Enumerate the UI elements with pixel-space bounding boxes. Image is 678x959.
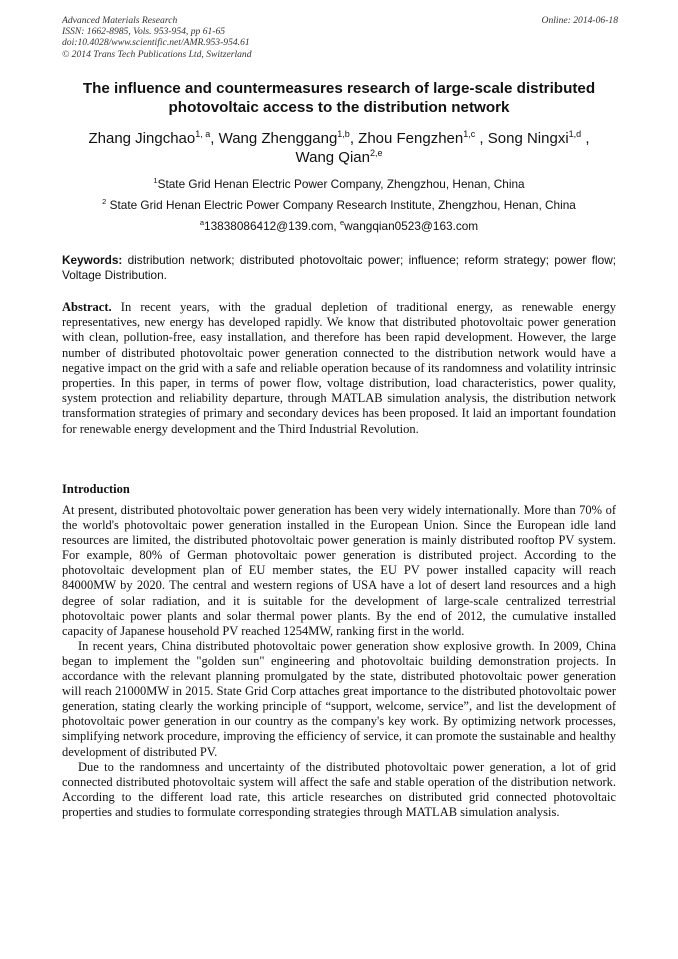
affiliation-mark: 2 bbox=[102, 197, 107, 206]
title-line-1: The influence and countermeasures research of large-scale distributed bbox=[82, 80, 596, 97]
body-paragraph: In recent years, China distributed photovoltaic power generation show explosive growth. In 2009, China began to implement the "golden sun" engineering and photovoltaic building demonstration projects. In accordance with the relevant planning promulgated by the state, distributed photovoltaic power generation will reach 21000MW in 2015. State Grid Corp attaches great importance to the distributed photovoltaic power generation, stating clearly the working principle of “support, welcome, service”, and list the development of photovoltaic power generation in our country as the company's key work. By optimizing network processes, simplifying network procedure, improving the efficiency of service, it can promote the sustainable and healthy development of distributed PV. bbox=[62, 638, 616, 759]
author-name: Zhou Fengzhen bbox=[358, 130, 464, 147]
affiliation-text: State Grid Henan Electric Power Company Research Institute, Zhengzhou, Henan, China bbox=[109, 198, 576, 212]
affiliation-1 bbox=[56, 177, 622, 191]
doi-line: doi:10.4028/www.scientific.net/AMR.953-954.61 bbox=[62, 37, 250, 49]
copyright-line: © 2014 Trans Tech Publications Ltd, Switzerland bbox=[62, 48, 252, 60]
email-link[interactable]: 13838086412@139.com bbox=[204, 219, 334, 233]
affiliation-text: State Grid Henan Electric Power Company, Zhengzhou, Henan, China bbox=[157, 177, 525, 191]
abstract-section bbox=[62, 300, 616, 437]
author-name: Song Ningxi bbox=[487, 130, 569, 147]
author-affil-mark: 2,e bbox=[369, 148, 383, 158]
keywords-section bbox=[62, 253, 616, 283]
keywords-label: Keywords: bbox=[62, 253, 123, 267]
journal-header bbox=[62, 15, 618, 60]
journal-name: Advanced Materials Research bbox=[62, 15, 178, 26]
title-line-2: photovoltaic access to the distribution network bbox=[168, 99, 510, 116]
author-name: Wang Qian bbox=[295, 149, 370, 166]
issn-line: ISSN: 1662-8985, Vols. 953-954, pp 61-65 bbox=[62, 26, 226, 38]
author-name: Wang Zhenggang bbox=[218, 130, 338, 147]
author-affil-mark: 1,d bbox=[568, 129, 582, 139]
paper-title bbox=[56, 79, 622, 117]
online-date: Online: 2014-06-18 bbox=[541, 15, 618, 26]
author-emails: $^a$13838086412@139.com, $^e$wangqian0523@163.com bbox=[199, 218, 479, 233]
keywords-text: distribution network; distributed photovoltaic power; influence; reform strategy; power flow; Voltage Distribution. bbox=[62, 253, 617, 282]
author-name: Zhang Jingchao bbox=[88, 130, 196, 147]
affiliation-mark: 1 bbox=[153, 176, 158, 185]
affiliation-2 bbox=[56, 198, 622, 212]
body-paragraph: At present, distributed photovoltaic power generation has been very widely internationally. More than 70% of the world's photovoltaic power generation installed in the European Union. Since the European idle land resources are limited, the distributed photovoltaic power generation is mainly distributed rooftop PV system. For example, 80% of German photovoltaic power generation is distributed project. According to the photovoltaic development plan of EU member states, the EU PV power installed capacity will reach 84000MW by 2020. The central and western regions of USA have a lot of desert land resources and a high degree of solar radiation, and it is suitable for the development of large-scale centralized terrestrial photovoltaic power plants and solar thermal power plants. By the end of 2012, the cumulative installed capacity of Japanese household PV reached 1254MW, ranking first in the world. bbox=[62, 503, 616, 638]
email-mark: a bbox=[199, 218, 205, 227]
abstract-text: In recent years, with the gradual depletion of traditional energy, as renewable energy representatives, new energy has developed rapidly. We know that distributed photovoltaic power generation with clean, pollution-free, easy installation, and therefore has been rapid development. However, the large number of distributed photovoltaic power generation connected to the distribution network would have a negative impact on the grid with a safe and reliable operation because of its randomness and volatility intrinsic properties. In this paper, in terms of power flow, voltage distribution, load characteristics, power quality, system protection and reliability departure, through MATLAB simulation analysis, the distribution network transformation strategies of primary and secondary devices has been proposed. It laid an important foundation for renewable energy development and the Third Industrial Revolution. bbox=[62, 300, 616, 436]
author-affil-mark: 1, a bbox=[195, 129, 211, 139]
author-list: Zhang Jingchao$^{1, a}$, Wang Zhenggang$^{1,b}$, Zhou Fengzhen$^{1,c}$ , Song Ningxi$^{1,d}$ , Wang Qian$^{2,e}$ bbox=[88, 129, 590, 166]
introduction-body bbox=[62, 503, 616, 820]
section-heading-introduction: Introduction bbox=[62, 482, 130, 496]
email-mark: e bbox=[339, 218, 345, 227]
email-link[interactable]: wangqian0523@163.com bbox=[344, 219, 479, 233]
body-paragraph: Due to the randomness and uncertainty of the distributed photovoltaic power generation, a lot of grid connected distributed photovoltaic system will affect the safe and stable operation of the distribution network. According to the different load rate, this article researches on distributed grid connected photovoltaic properties and studies to formulate corresponding strategies through MATLAB simulation analysis. bbox=[62, 759, 616, 819]
author-affil-mark: 1,c bbox=[463, 129, 476, 139]
abstract-label: Abstract. bbox=[62, 300, 112, 314]
author-affil-mark: 1,b bbox=[337, 129, 350, 139]
